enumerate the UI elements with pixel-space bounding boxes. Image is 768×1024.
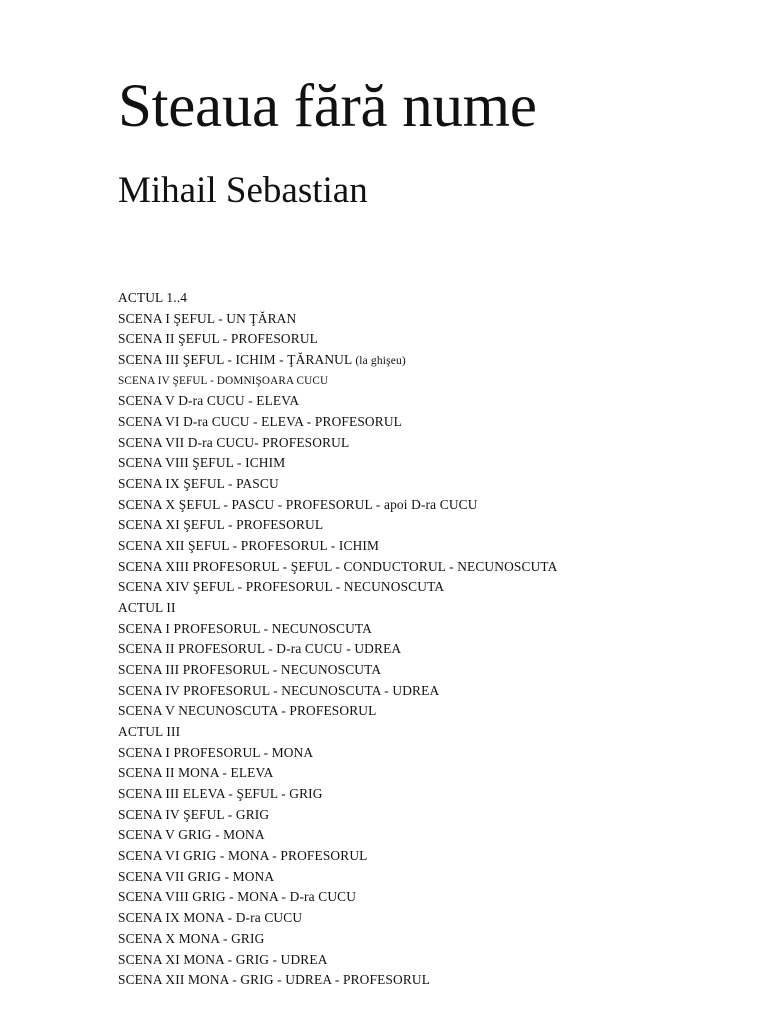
toc-entry-text: SCENA V D-ra CUCU - ELEVA [118,393,300,409]
toc-entry [118,495,738,516]
toc-entry-text: SCENA IX ŞEFUL - PASCU [118,476,279,492]
toc-entry [118,825,738,846]
toc-entry [118,887,738,908]
toc-entry-text: SCENA I PROFESORUL - NECUNOSCUTA [118,620,372,636]
toc-entry-text: SCENA X MONA - GRIG [118,930,265,946]
toc-entry-text: SCENA II PROFESORUL - D-ra CUCU - UDREA [118,641,402,657]
toc-entry-text: SCENA VI D-ra CUCU - ELEVA - PROFESORUL [118,414,402,430]
toc-entry [118,619,738,640]
toc-entry-text: SCENA VI GRIG - MONA - PROFESORUL [118,848,368,864]
toc-entry [118,929,738,950]
toc-entry [118,371,738,392]
toc-entry [118,763,738,784]
toc-entry [118,784,738,805]
toc-entry [118,309,738,330]
toc-entry-text: SCENA I ŞEFUL - UN ŢĂRAN [118,310,297,326]
toc-entry [118,433,738,454]
toc-entry-text: SCENA IV ŞEFUL - DOMNIŞOARA CUCU [118,374,329,387]
toc-entry-text: SCENA II MONA - ELEVA [118,765,274,781]
toc-entry [118,515,738,536]
toc-entry [118,846,738,867]
toc-entry-text: ACTUL 1..4 [118,290,188,305]
toc-entry [118,557,738,578]
toc-entry [118,701,738,722]
toc-entry-text: SCENA V NECUNOSCUTA - PROFESORUL [118,703,377,719]
toc-act-heading [118,288,738,309]
toc-entry-text: SCENA X ŞEFUL - PASCU - PROFESORUL - apoi D-ra CUCU [118,496,478,512]
document-author: Mihail Sebastian [118,170,368,211]
toc-entry-text: SCENA IX MONA - D-ra CUCU [118,910,303,926]
toc-entry-text: SCENA XII MONA - GRIG - UDREA - PROFESORUL [118,972,431,988]
toc-entry-text: ACTUL III [118,724,181,740]
toc-entry [118,681,738,702]
toc-entry [118,867,738,888]
toc-entry [118,950,738,971]
toc-entry-text: SCENA IV PROFESORUL - NECUNOSCUTA - UDREA [118,682,440,698]
toc-entry [118,908,738,929]
toc-entry-text: SCENA XIV ŞEFUL - PROFESORUL - NECUNOSCUTA [118,579,445,595]
toc-entry-text: SCENA II ŞEFUL - PROFESORUL [118,331,318,347]
toc-entry-text: SCENA IV ŞEFUL - GRIG [118,806,270,822]
toc-entry-text: SCENA XIII PROFESORUL - ŞEFUL - CONDUCTORUL - NECUNOSCUTA [118,558,558,574]
toc-entry-text: SCENA I PROFESORUL - MONA [118,744,314,760]
toc-entry-text: ACTUL II [118,600,176,616]
toc-entry [118,474,738,495]
document-title: Steaua fără nume [118,73,537,140]
toc-entry-text: SCENA VII GRIG - MONA [118,868,275,884]
toc-entry [118,453,738,474]
toc-entry-note: (la ghişeu) [355,355,406,368]
toc-entry [118,577,738,598]
toc-entry-text: SCENA V GRIG - MONA [118,827,265,843]
toc-entry [118,350,738,371]
toc-entry [118,970,738,991]
toc-entry [118,329,738,350]
toc-entry-text: SCENA VII D-ra CUCU- PROFESORUL [118,434,350,450]
toc-entry [118,639,738,660]
toc-entry-text: SCENA XI MONA - GRIG - UDREA [118,951,328,967]
toc-entry [118,391,738,412]
toc-entry-text: SCENA III ŞEFUL - ICHIM - ŢĂRANUL [118,352,352,368]
toc-entry-text: SCENA III PROFESORUL - NECUNOSCUTA [118,662,382,678]
table-of-contents [118,288,738,991]
toc-entry [118,660,738,681]
toc-entry-text: SCENA III ELEVA - ŞEFUL - GRIG [118,786,323,802]
toc-entry [118,536,738,557]
toc-entry-text: SCENA VIII GRIG - MONA - D-ra CUCU [118,889,357,905]
toc-entry-text: SCENA XI ŞEFUL - PROFESORUL [118,517,324,533]
toc-entry [118,743,738,764]
toc-act-heading [118,722,738,743]
toc-entry-text: SCENA XII ŞEFUL - PROFESORUL - ICHIM [118,538,380,554]
toc-entry [118,412,738,433]
toc-act-heading [118,598,738,619]
toc-entry [118,805,738,826]
toc-entry-text: SCENA VIII ŞEFUL - ICHIM [118,455,286,471]
